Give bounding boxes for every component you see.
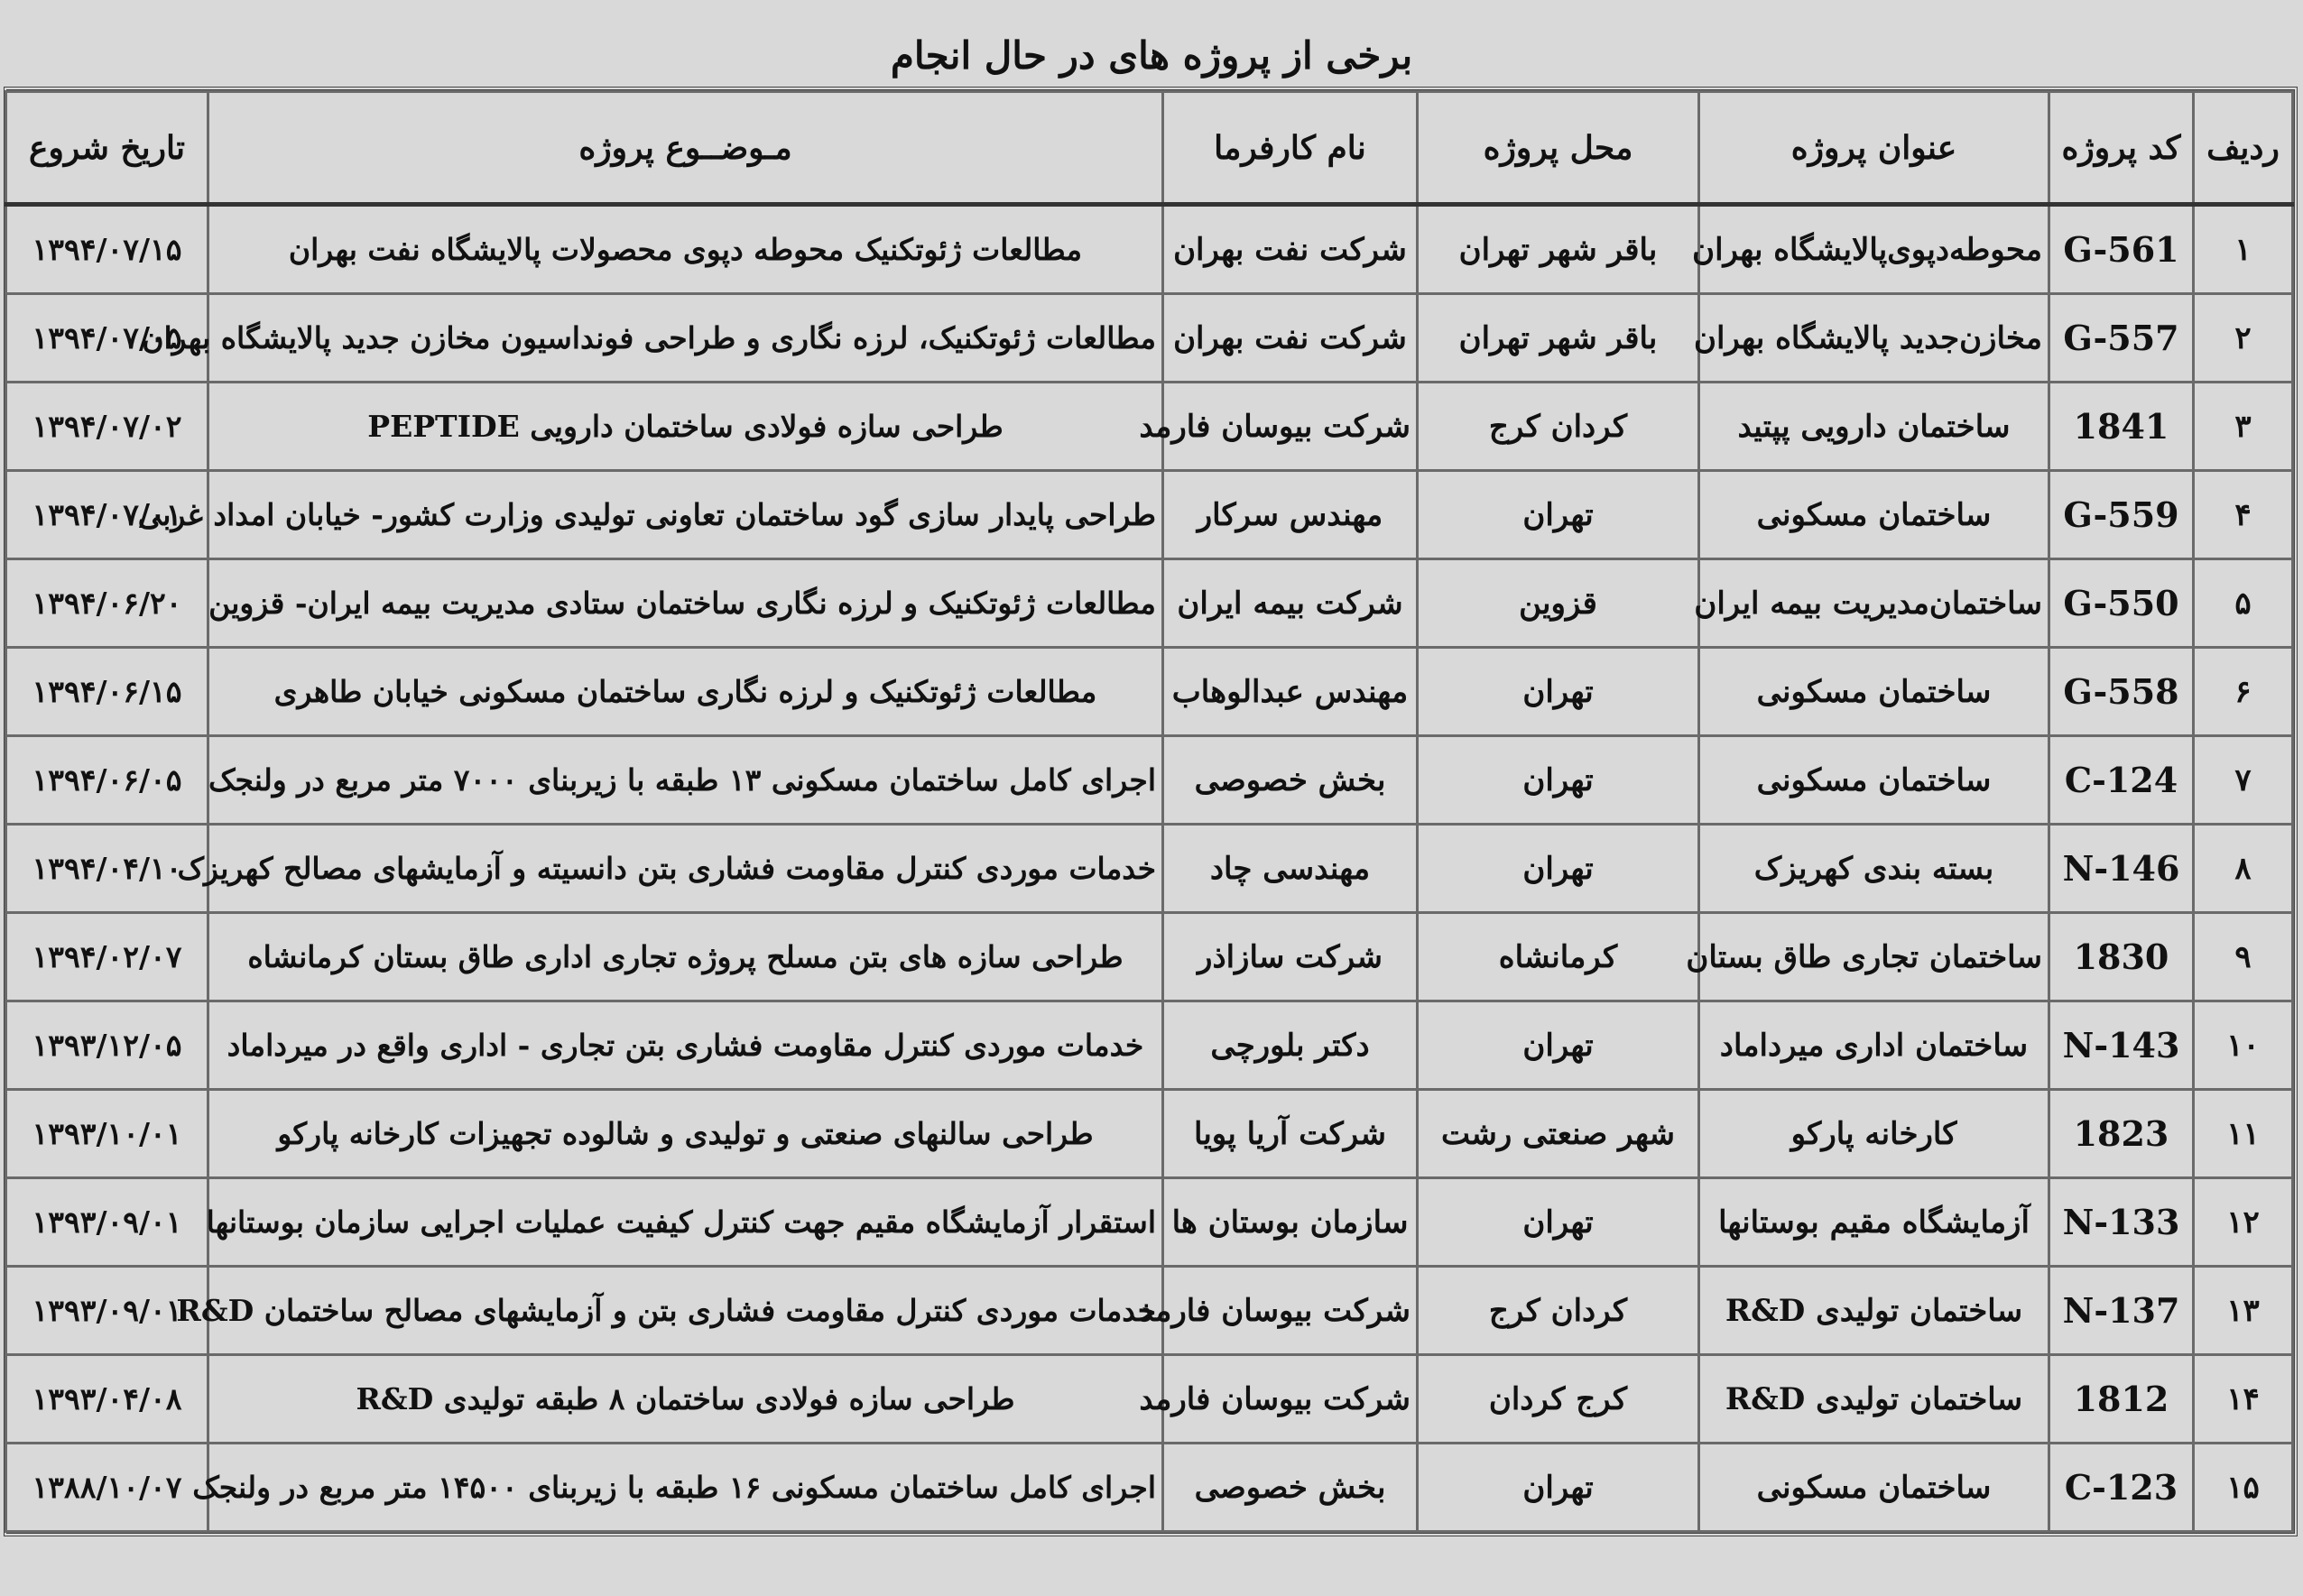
cell-project-title: مخازن‌جدید پالایشگاه بهران <box>1699 294 2049 383</box>
cell-start-date: ۱۳۹۴/۰۷/۰۲ <box>6 383 208 471</box>
cell-project-title: ساختمان تولیدی R&D <box>1699 1355 2049 1444</box>
cell-project-location: تهران <box>1418 825 1699 913</box>
page-title: برخی از پروژه های در حال انجام <box>890 33 1413 78</box>
cell-client-name: شرکت نفت بهران <box>1163 294 1418 383</box>
cell-project-code: 1830 <box>2049 913 2194 1001</box>
cell-project-topic: مطالعات ژئوتکنیک و لرزه نگاری ساختمان مسکونی خیابان طاهری <box>208 648 1163 736</box>
table-row <box>6 205 2293 294</box>
cell-project-location: باقر شهر تهران <box>1418 294 1699 383</box>
cell-row-number: ۹ <box>2194 913 2293 1001</box>
cell-row-number: ۱۲ <box>2194 1178 2293 1267</box>
cell-project-code: N-137 <box>2049 1267 2194 1355</box>
cell-project-location: قزوین <box>1418 559 1699 648</box>
cell-project-code: N-133 <box>2049 1178 2194 1267</box>
cell-row-number: ۱۵ <box>2194 1444 2293 1532</box>
cell-row-number: ۱ <box>2194 205 2293 294</box>
table-header-row <box>6 92 2293 205</box>
cell-project-title: ساختمان تولیدی R&D <box>1699 1267 2049 1355</box>
cell-row-number: ۶ <box>2194 648 2293 736</box>
cell-project-topic: اجرای کامل ساختمان مسکونی ۱۳ طبقه با زیربنای ۷۰۰۰ متر مربع در ولنجک <box>208 736 1163 825</box>
cell-project-location: کردان کرج <box>1418 1267 1699 1355</box>
cell-project-code: 1841 <box>2049 383 2194 471</box>
cell-client-name: بخش خصوصی <box>1163 1444 1418 1532</box>
table-row <box>6 648 2293 736</box>
cell-project-title: ساختمان‌مدیریت بیمه ایران <box>1699 559 2049 648</box>
table-row <box>6 1001 2293 1090</box>
cell-row-number: ۷ <box>2194 736 2293 825</box>
table-row <box>6 559 2293 648</box>
cell-project-topic: خدمات موردی کنترل مقاومت فشاری بتن دانسیته و آزمایشهای مصالح کهریزک <box>208 825 1163 913</box>
cell-client-name: شرکت بیوسان فارمد <box>1163 383 1418 471</box>
cell-client-name: مهندس سرکار <box>1163 471 1418 559</box>
cell-client-name: شرکت بیمه ایران <box>1163 559 1418 648</box>
cell-client-name: شرکت بیوسان فارمد <box>1163 1267 1418 1355</box>
cell-row-number: ۱۰ <box>2194 1001 2293 1090</box>
cell-start-date: ۱۳۹۴/۰۶/۱۵ <box>6 648 208 736</box>
cell-start-date: ۱۳۹۴/۰۷/۰۵ <box>6 294 208 383</box>
cell-project-location: تهران <box>1418 1001 1699 1090</box>
cell-project-title: ساختمان مسکونی <box>1699 648 2049 736</box>
table-row <box>6 1090 2293 1178</box>
cell-start-date: ۱۳۹۴/۰۷/۱۵ <box>6 205 208 294</box>
table-row <box>6 1355 2293 1444</box>
cell-project-code: N-146 <box>2049 825 2194 913</box>
cell-project-topic: استقرار آزمایشگاه مقیم جهت کنترل کیفیت عملیات اجرایی سازمان بوستانها <box>208 1178 1163 1267</box>
cell-project-topic: طراحی سازه فولادی ساختمان دارویی PEPTIDE <box>208 383 1163 471</box>
cell-start-date: ۱۳۹۴/۰۶/۲۰ <box>6 559 208 648</box>
header-project-location: محل پروژه <box>1418 92 1699 205</box>
cell-client-name: دکتر بلورچی <box>1163 1001 1418 1090</box>
table-row <box>6 825 2293 913</box>
cell-project-topic: طراحی پایدار سازی گود ساختمان تعاونی تولیدی وزارت کشور- خیابان امداد غربی <box>208 471 1163 559</box>
header-row-number: ردیف <box>2194 92 2293 205</box>
cell-project-code: N-143 <box>2049 1001 2194 1090</box>
cell-start-date: ۱۳۹۴/۰۲/۰۷ <box>6 913 208 1001</box>
cell-start-date: ۱۳۹۴/۰۶/۰۵ <box>6 736 208 825</box>
header-project-title: عنوان پروژه <box>1699 92 2049 205</box>
cell-project-topic: طراحی سازه فولادی ساختمان ۸ طبقه تولیدی R&D <box>208 1355 1163 1444</box>
cell-project-topic: طراحی سالنهای صنعتی و تولیدی و شالوده تجهیزات کارخانه پارکو <box>208 1090 1163 1178</box>
cell-project-location: شهر صنعتی رشت <box>1418 1090 1699 1178</box>
cell-start-date: ۱۳۹۳/۱۰/۰۱ <box>6 1090 208 1178</box>
table-row <box>6 1178 2293 1267</box>
cell-project-title: ساختمان تجاری طاق بستان <box>1699 913 2049 1001</box>
cell-project-location: باقر شهر تهران <box>1418 205 1699 294</box>
cell-project-location: تهران <box>1418 1178 1699 1267</box>
cell-project-code: C-124 <box>2049 736 2194 825</box>
cell-start-date: ۱۳۹۳/۰۴/۰۸ <box>6 1355 208 1444</box>
cell-project-code: 1823 <box>2049 1090 2194 1178</box>
cell-row-number: ۱۳ <box>2194 1267 2293 1355</box>
cell-client-name: مهندس عبدالوهاب <box>1163 648 1418 736</box>
table-row <box>6 1444 2293 1532</box>
cell-row-number: ۲ <box>2194 294 2293 383</box>
cell-row-number: ۱۱ <box>2194 1090 2293 1178</box>
cell-project-code: G-550 <box>2049 559 2194 648</box>
cell-project-topic: مطالعات ژئوتکنیک و لرزه نگاری ساختمان ستادی مدیریت بیمه ایران- قزوین <box>208 559 1163 648</box>
cell-project-title: بسته بندی کهریزک <box>1699 825 2049 913</box>
cell-client-name: بخش خصوصی <box>1163 736 1418 825</box>
cell-project-location: تهران <box>1418 471 1699 559</box>
cell-project-code: G-557 <box>2049 294 2194 383</box>
cell-client-name: مهندسی چاد <box>1163 825 1418 913</box>
cell-project-location: کرج کردان <box>1418 1355 1699 1444</box>
cell-row-number: ۱۴ <box>2194 1355 2293 1444</box>
cell-project-title: ساختمان مسکونی <box>1699 471 2049 559</box>
cell-project-title: ساختمان مسکونی <box>1699 1444 2049 1532</box>
cell-project-title: محوطه‌دپوی‌پالایشگاه بهران <box>1699 205 2049 294</box>
table-row <box>6 1267 2293 1355</box>
cell-project-code: 1812 <box>2049 1355 2194 1444</box>
cell-project-code: C-123 <box>2049 1444 2194 1532</box>
cell-project-location: تهران <box>1418 648 1699 736</box>
cell-row-number: ۸ <box>2194 825 2293 913</box>
header-client-name: نام کارفرما <box>1163 92 1418 205</box>
cell-row-number: ۴ <box>2194 471 2293 559</box>
header-start-date: تاریخ شروع <box>6 92 208 205</box>
table-row <box>6 383 2293 471</box>
header-project-code: کد پروژه <box>2049 92 2194 205</box>
cell-start-date: ۱۳۹۳/۰۹/۰۱ <box>6 1178 208 1267</box>
cell-project-location: تهران <box>1418 736 1699 825</box>
cell-project-title: ساختمان مسکونی <box>1699 736 2049 825</box>
cell-project-code: G-558 <box>2049 648 2194 736</box>
cell-start-date: ۱۳۹۳/۱۲/۰۵ <box>6 1001 208 1090</box>
cell-project-topic: خدمات موردی کنترل مقاومت فشاری بتن و آزمایشهای مصالح ساختمان R&D <box>208 1267 1163 1355</box>
cell-project-topic: طراحی سازه های بتن مسلح پروژه تجاری اداری طاق بستان کرمانشاه <box>208 913 1163 1001</box>
cell-project-topic: اجرای کامل ساختمان مسکونی ۱۶ طبقه با زیربنای ۱۴۵۰۰ متر مربع در ولنجک <box>208 1444 1163 1532</box>
table-row <box>6 294 2293 383</box>
cell-start-date: ۱۳۹۴/۰۷/۰۱ <box>6 471 208 559</box>
cell-row-number: ۵ <box>2194 559 2293 648</box>
header-project-topic: مـوضــوع پروژه <box>208 92 1163 205</box>
cell-client-name: شرکت آریا پویا <box>1163 1090 1418 1178</box>
cell-project-title: کارخانه پارکو <box>1699 1090 2049 1178</box>
table-row <box>6 471 2293 559</box>
cell-client-name: شرکت بیوسان فارمد <box>1163 1355 1418 1444</box>
cell-project-topic: مطالعات ژئوتکنیک، لرزه نگاری و طراحی فونداسیون مخازن جدید پالایشگاه بهران <box>208 294 1163 383</box>
cell-project-location: تهران <box>1418 1444 1699 1532</box>
cell-project-code: G-559 <box>2049 471 2194 559</box>
cell-client-name: شرکت نفت بهران <box>1163 205 1418 294</box>
cell-project-code: G-561 <box>2049 205 2194 294</box>
cell-start-date: ۱۳۸۸/۱۰/۰۷ <box>6 1444 208 1532</box>
table-row <box>6 913 2293 1001</box>
cell-project-title: ساختمان دارویی پپتید <box>1699 383 2049 471</box>
cell-client-name: سازمان بوستان ها <box>1163 1178 1418 1267</box>
cell-client-name: شرکت سازاذر <box>1163 913 1418 1001</box>
cell-project-topic: خدمات موردی کنترل مقاومت فشاری بتن تجاری - اداری واقع در میرداماد <box>208 1001 1163 1090</box>
cell-project-title: ساختمان اداری میرداماد <box>1699 1001 2049 1090</box>
cell-start-date: ۱۳۹۴/۰۴/۱۰ <box>6 825 208 913</box>
cell-project-location: کرمانشاه <box>1418 913 1699 1001</box>
projects-table <box>5 90 2294 1533</box>
cell-project-title: آزمایشگاه مقیم بوستانها <box>1699 1178 2049 1267</box>
cell-project-location: کردان کرج <box>1418 383 1699 471</box>
cell-row-number: ۳ <box>2194 383 2293 471</box>
cell-project-topic: مطالعات ژئوتکنیک محوطه دپوی محصولات پالایشگاه نفت بهران <box>208 205 1163 294</box>
projects-table-frame <box>4 87 2298 1536</box>
table-row <box>6 736 2293 825</box>
cell-start-date: ۱۳۹۳/۰۹/۰۱ <box>6 1267 208 1355</box>
